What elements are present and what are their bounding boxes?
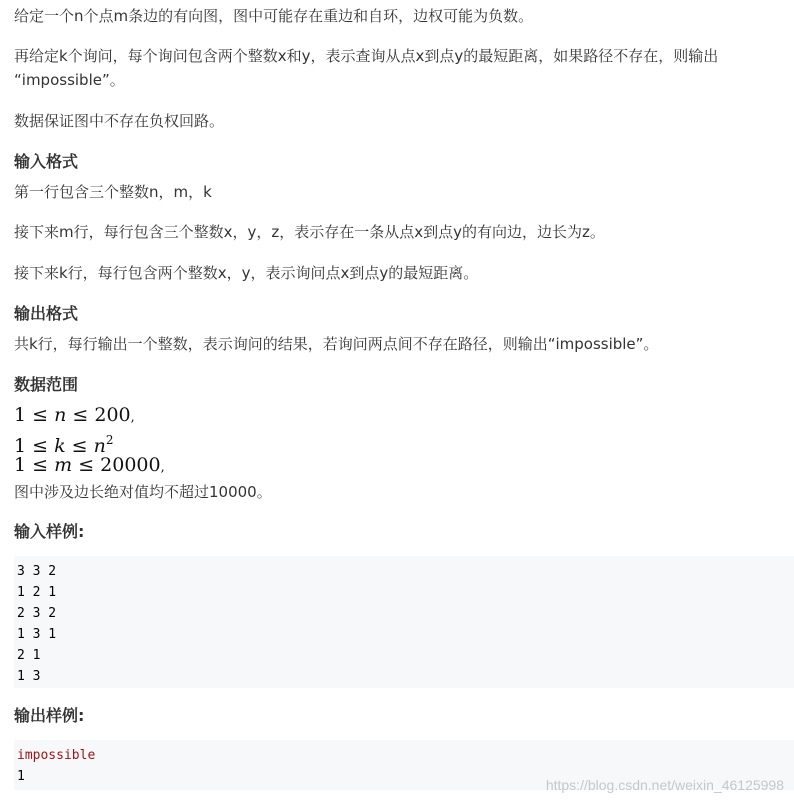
sample-output-heading: 输出样例: <box>14 706 85 725</box>
output-format-line-1: 共k行，每行输出一个整数，表示询问的结果，若询问两点间不存在路径，则输出“impossible”。 <box>14 335 659 353</box>
data-range-note: 图中涉及边长绝对值均不超过10000。 <box>14 483 272 501</box>
code-line: 2 1 <box>17 648 41 663</box>
code-line: 3 3 2 <box>17 564 57 579</box>
input-format-line-2: 接下来m行，每行包含三个整数x，y，z，表示存在一条从点x到点y的有向边，边长为z。 <box>14 223 605 241</box>
code-line: 1 <box>17 769 25 784</box>
constraint-m: 1 ≤ m ≤ 20000, <box>14 454 165 476</box>
code-line: 1 3 <box>17 669 41 684</box>
sample-input-code-block <box>14 556 794 688</box>
description-line-1: 给定一个n个点m条边的有向图，图中可能存在重边和自环，边权可能为负数。 <box>14 7 534 25</box>
description-line-2-continued: “impossible”。 <box>14 71 125 89</box>
code-line: 2 3 2 <box>17 606 57 621</box>
code-line: 1 3 1 <box>17 627 57 642</box>
input-format-line-3: 接下来k行，每行包含两个整数x，y，表示询问点x到点y的最短距离。 <box>14 264 479 282</box>
input-format-line-1: 第一行包含三个整数n，m，k <box>14 183 212 201</box>
description-line-3: 数据保证图中不存在负权回路。 <box>14 112 225 130</box>
input-format-heading: 输入格式 <box>14 152 79 171</box>
data-range-heading: 数据范围 <box>14 375 79 394</box>
watermark: https://blog.csdn.net/weixin_46125998 <box>545 777 784 793</box>
code-line: impossible <box>17 748 96 763</box>
constraint-k: $1 \le k \le n^2$ <box>14 433 114 457</box>
description-line-2: 再给定k个询问，每个询问包含两个整数x和y，表示查询从点x到点y的最短距离，如果路径不存在，则输出 <box>14 47 719 65</box>
sample-input-heading: 输入样例: <box>14 522 85 541</box>
constraint-n: 1 ≤ n ≤ 200, <box>14 404 135 426</box>
output-format-heading: 输出格式 <box>14 304 79 323</box>
code-line: 1 2 1 <box>17 585 57 600</box>
